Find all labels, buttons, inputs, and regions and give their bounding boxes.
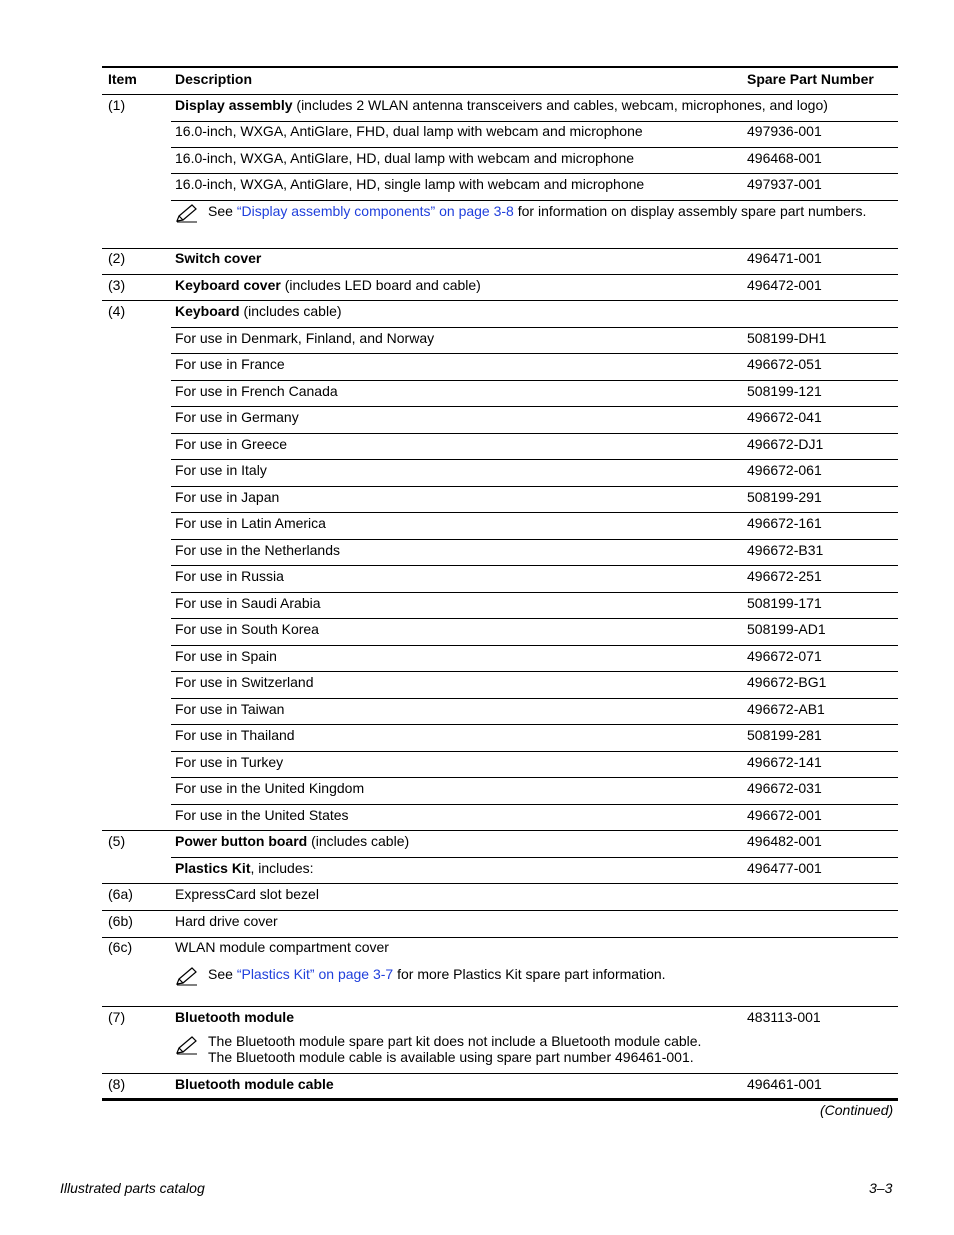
row-spare-part-number: 508199-AD1 — [747, 621, 826, 637]
note-plastics-kit: See “Plastics Kit” on page 3-7 for more Plastics Kit spare part information. — [208, 966, 666, 982]
row-description-text: For use in the Netherlands — [175, 542, 340, 558]
row-item-number: (6c) — [108, 939, 133, 955]
row-separator — [171, 777, 898, 778]
row-description — [175, 303, 342, 319]
row-separator — [171, 804, 898, 805]
row-separator — [171, 147, 898, 148]
row-description-text: (includes cable) — [307, 833, 410, 849]
row-description — [175, 330, 434, 346]
link-display-assembly-components[interactable]: “Display assembly components” on page 3-8 — [236, 203, 514, 219]
pencil-note-icon — [175, 967, 199, 987]
row-spare-part-number: 497936-001 — [747, 123, 822, 139]
row-description-text: For use in Denmark, Finland, and Norway — [175, 330, 435, 346]
row-separator — [171, 671, 898, 672]
row-spare-part-number: 508199-291 — [747, 489, 822, 505]
row-spare-part-number: 496672-051 — [747, 356, 822, 372]
row-spare-part-number: 496468-001 — [747, 150, 822, 166]
row-separator — [171, 512, 898, 513]
row-item-number: (4) — [108, 303, 126, 319]
row-description-bold: Bluetooth module cable — [175, 1076, 334, 1092]
row-separator — [171, 565, 898, 566]
row-separator — [171, 486, 898, 487]
row-separator — [102, 274, 898, 275]
row-description-bold: Keyboard — [175, 303, 240, 319]
row-description — [175, 807, 349, 823]
row-spare-part-number: 496482-001 — [747, 833, 822, 849]
row-description — [175, 489, 279, 505]
row-spare-part-number: 483113-001 — [747, 1009, 821, 1025]
row-description-bold: Keyboard cover — [175, 277, 281, 293]
note-bluetooth-line2: The Bluetooth module cable is available using spare part number 496461-001. — [208, 1049, 694, 1065]
row-description-text: For use in Turkey — [175, 754, 284, 770]
row-description — [175, 595, 321, 611]
footer-title: Illustrated parts catalog — [60, 1180, 205, 1196]
row-spare-part-number: 496672-B31 — [747, 542, 824, 558]
row-separator — [171, 724, 898, 725]
note-display-assembly: See “Display assembly components” on page 3-8 for information on display assembly spare part numbers. — [208, 203, 867, 219]
row-description-text: WLAN module compartment cover — [175, 939, 389, 955]
row-separator — [171, 698, 898, 699]
row-description — [175, 409, 299, 425]
row-description-text: For use in Latin America — [175, 515, 326, 531]
row-description — [175, 462, 267, 478]
row-description-text: For use in Saudi Arabia — [175, 595, 321, 611]
row-description — [175, 833, 409, 849]
row-spare-part-number: 496672-AB1 — [747, 701, 825, 717]
row-spare-part-number: 496672-061 — [747, 462, 822, 478]
row-spare-part-number: 496672-251 — [747, 568, 822, 584]
row-description — [175, 939, 389, 955]
row-spare-part-number: 496471-001 — [747, 250, 822, 266]
row-spare-part-number: 496672-041 — [747, 409, 822, 425]
row-description — [175, 1009, 294, 1025]
row-description-text: Hard drive cover — [175, 913, 278, 929]
row-item-number: (6b) — [108, 913, 133, 929]
row-description — [175, 860, 314, 876]
row-description — [175, 674, 314, 690]
row-separator — [171, 459, 898, 460]
row-item-number: (5) — [108, 833, 126, 849]
row-separator — [171, 751, 898, 752]
row-separator — [171, 173, 898, 174]
row-description-text: (includes 2 WLAN antenna transceivers and cables, webcam, microphones, and logo) — [292, 97, 828, 113]
row-description-text: 16.0-inch, WXGA, AntiGlare, HD, single lamp with webcam and microphone — [175, 176, 645, 192]
row-spare-part-number: 496672-001 — [747, 807, 822, 823]
row-spare-part-number: 508199-121 — [747, 383, 822, 399]
row-description-text: For use in the United States — [175, 807, 349, 823]
row-separator — [102, 300, 898, 301]
row-description-text: (includes LED board and cable) — [280, 277, 481, 293]
row-description — [175, 913, 278, 929]
row-description-bold: Bluetooth module — [175, 1009, 294, 1025]
row-description-bold: Power button board — [175, 833, 308, 849]
row-description — [175, 277, 481, 293]
table-top-rule — [102, 66, 898, 68]
row-description-text: 16.0-inch, WXGA, AntiGlare, FHD, dual lamp with webcam and microphone — [175, 123, 643, 139]
row-description — [175, 123, 643, 139]
row-item-number: (2) — [108, 250, 126, 266]
row-spare-part-number: 508199-DH1 — [747, 330, 827, 346]
row-spare-part-number: 496672-141 — [747, 754, 822, 770]
row-description-text: For use in French Canada — [175, 383, 338, 399]
row-description — [175, 727, 295, 743]
row-spare-part-number: 496672-161 — [747, 515, 822, 531]
row-separator — [102, 883, 898, 884]
row-spare-part-number: 508199-171 — [747, 595, 822, 611]
row-separator — [171, 200, 898, 201]
row-description — [175, 356, 285, 372]
row-separator — [171, 592, 898, 593]
row-spare-part-number: 496472-001 — [747, 277, 822, 293]
row-separator — [102, 248, 898, 249]
row-description — [175, 780, 364, 796]
table-bottom-rule — [102, 1098, 898, 1101]
row-separator — [102, 937, 898, 938]
pencil-note-icon — [175, 204, 199, 224]
row-description-text: For use in Greece — [175, 436, 288, 452]
row-item-number: (8) — [108, 1076, 126, 1092]
row-separator — [171, 327, 898, 328]
row-description-text: For use in Spain — [175, 648, 277, 664]
row-description — [175, 1076, 334, 1092]
continued-label: (Continued) — [820, 1102, 894, 1118]
row-description-text: , includes: — [250, 860, 314, 876]
row-spare-part-number: 508199-281 — [747, 727, 822, 743]
row-description-text: ExpressCard slot bezel — [175, 886, 319, 902]
header-item: Item — [108, 71, 137, 87]
pencil-note-icon — [175, 1036, 199, 1056]
row-description — [175, 542, 340, 558]
row-description-text: For use in Taiwan — [175, 701, 285, 717]
row-separator — [102, 1073, 898, 1074]
row-item-number: (1) — [108, 97, 126, 113]
row-spare-part-number: 496672-DJ1 — [747, 436, 824, 452]
row-separator — [171, 539, 898, 540]
row-separator — [171, 406, 898, 407]
row-separator — [102, 94, 898, 95]
row-description — [175, 886, 319, 902]
row-separator — [102, 1006, 898, 1007]
row-description-bold: Switch cover — [175, 250, 262, 266]
row-description — [175, 150, 634, 166]
row-description-text: 16.0-inch, WXGA, AntiGlare, HD, dual lamp with webcam and microphone — [175, 150, 635, 166]
row-separator — [171, 433, 898, 434]
link-plastics-kit[interactable]: “Plastics Kit” on page 3-7 — [236, 966, 394, 982]
row-description — [175, 436, 287, 452]
row-description — [175, 621, 319, 637]
footer-page-number: 3–3 — [869, 1180, 893, 1196]
row-description-text: For use in Thailand — [175, 727, 295, 743]
note-bluetooth-line1: The Bluetooth module spare part kit does not include a Bluetooth module cable. — [208, 1033, 702, 1049]
row-item-number: (6a) — [108, 886, 133, 902]
row-description-bold: Display assembly — [175, 97, 293, 113]
row-separator — [171, 618, 898, 619]
row-description-text: For use in Japan — [175, 489, 280, 505]
row-description — [175, 754, 283, 770]
row-item-number: (7) — [108, 1009, 126, 1025]
row-separator — [171, 857, 898, 858]
row-description-text: For use in Germany — [175, 409, 299, 425]
header-spare-part-number: Spare Part Number — [747, 71, 874, 87]
row-description-text: For use in France — [175, 356, 285, 372]
row-description — [175, 250, 261, 266]
row-description — [175, 568, 284, 584]
row-description-text: For use in Russia — [175, 568, 284, 584]
row-description — [175, 701, 284, 717]
row-description-bold: Plastics Kit — [175, 860, 251, 876]
row-separator — [171, 121, 898, 122]
row-description-text: For use in the United Kingdom — [175, 780, 365, 796]
row-description — [175, 97, 828, 113]
row-separator — [171, 353, 898, 354]
row-spare-part-number: 496672-071 — [747, 648, 822, 664]
row-description — [175, 648, 277, 664]
row-spare-part-number: 496672-BG1 — [747, 674, 827, 690]
row-description-text: For use in South Korea — [175, 621, 319, 637]
row-spare-part-number: 496477-001 — [747, 860, 822, 876]
row-description-text: For use in Italy — [175, 462, 267, 478]
row-separator — [102, 910, 898, 911]
row-item-number: (3) — [108, 277, 126, 293]
header-description: Description — [175, 71, 253, 87]
row-description-text: (includes cable) — [239, 303, 342, 319]
row-description-text: For use in Switzerland — [175, 674, 314, 690]
row-description — [175, 383, 338, 399]
row-spare-part-number: 496672-031 — [747, 780, 822, 796]
row-description — [175, 515, 326, 531]
row-description — [175, 176, 644, 192]
row-separator — [171, 380, 898, 381]
row-separator — [171, 645, 898, 646]
row-spare-part-number: 497937-001 — [747, 176, 822, 192]
row-spare-part-number: 496461-001 — [747, 1076, 822, 1092]
row-separator — [102, 830, 898, 831]
